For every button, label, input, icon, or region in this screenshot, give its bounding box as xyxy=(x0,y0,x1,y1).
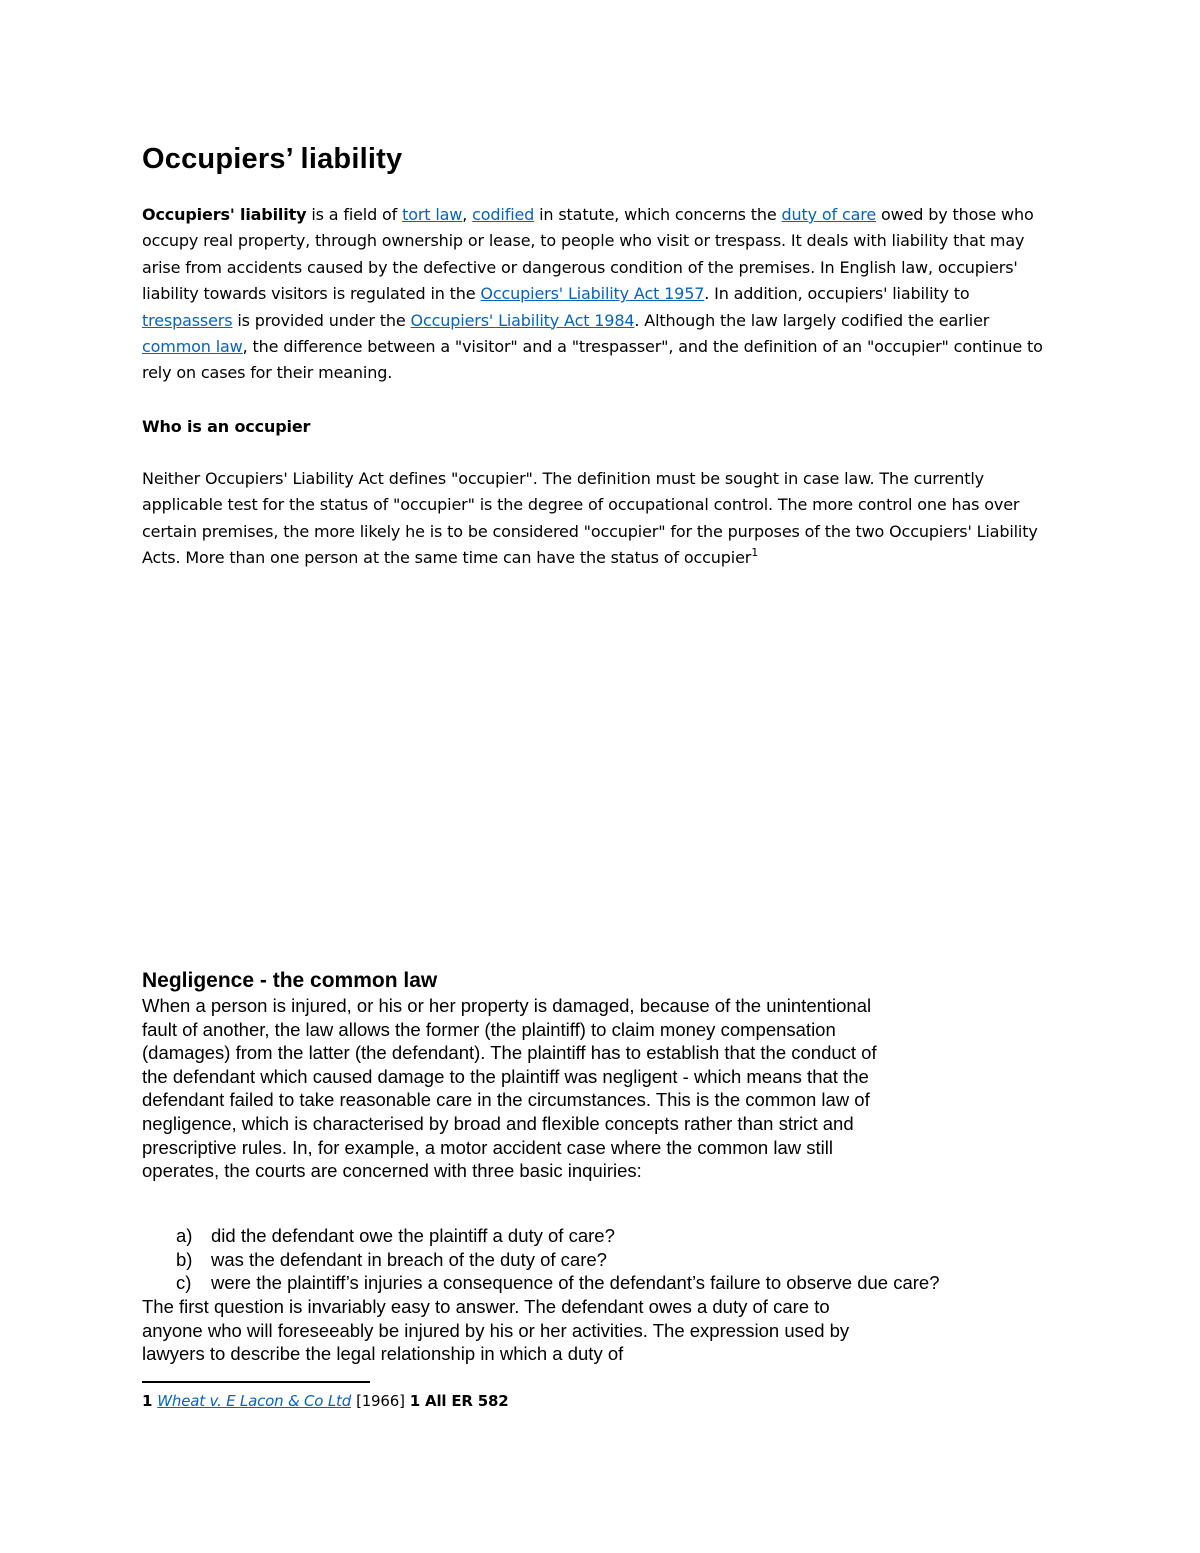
intro-text: . Although the law largely codified the earlier xyxy=(634,310,990,330)
footnote-citation: 1 All ER 582 xyxy=(409,1392,509,1410)
footnote xyxy=(142,1390,509,1412)
footnote-separator xyxy=(142,1381,370,1383)
list-item xyxy=(142,1271,1102,1295)
list-item-text: was the defendant in breach of the duty of care? xyxy=(211,1248,607,1270)
intro-text: in statute, which concerns the xyxy=(534,205,782,224)
list-item xyxy=(142,1224,1102,1248)
list-item-letter: b) xyxy=(176,1248,193,1270)
list-item-text: were the plaintiff’s injuries a consequence of the defendant’s failure to observe due care? xyxy=(211,1272,940,1294)
footnote-year: [1966] xyxy=(356,1392,405,1410)
occupier-text: Neither Occupiers' Liability Act defines "occupier". The definition must be sought in case law. The currently applicable test for the status of "occupier" is the degree of occupational control. The more control one has over certain premises, the more likely he is to be considered "occupier" for the purposes of the two Occupiers' Liability Acts. More than one person at the same time can have the status of occupier xyxy=(142,469,1038,568)
footnote-number: 1 xyxy=(142,1392,153,1410)
list-item-letter: a) xyxy=(176,1225,193,1246)
footnote-reference[interactable]: 1 xyxy=(751,546,759,560)
tort-law-link[interactable]: tort law xyxy=(402,205,463,224)
negligence-heading: Negligence - the common law xyxy=(142,969,438,992)
intro-text: is provided under the xyxy=(232,310,411,330)
intro-text: owed by those who occupy real property, through ownership or lease, to people who visit or trespass. It deals with liability that may arise from accidents caused by the defective or dangerous condition of the premises. In English law, occupiers' liability towards visitors is regulated in the xyxy=(142,205,1034,304)
list-item-text: did the defendant owe the plaintiff a duty of care? xyxy=(211,1225,615,1246)
common-law-link[interactable]: common law xyxy=(142,337,243,357)
list-item xyxy=(142,1248,1102,1272)
inquiries-list xyxy=(142,1224,1102,1295)
duty-paragraph: The first question is invariably easy to answer. The defendant owes a duty of care to anyone who will foreseeably be injured by his or her activities. The expression used by lawyers to describe the legal relationship in which a duty of xyxy=(142,1296,850,1365)
codified-link[interactable]: codified xyxy=(472,205,535,224)
case-link[interactable]: Wheat v. E Lacon & Co Ltd xyxy=(157,1392,352,1410)
occupier-paragraph xyxy=(142,466,1062,572)
page-title: Occupiers’ liability xyxy=(142,143,403,175)
occupiers-liability-act-1984-link[interactable]: Occupiers' Liability Act 1984 xyxy=(410,310,635,330)
occupiers-liability-act-1957-link[interactable]: Occupiers' Liability Act 1957 xyxy=(480,284,705,304)
intro-lead-bold: Occupiers' liability xyxy=(142,205,307,224)
negligence-paragraph: When a person is injured, or his or her property is damaged, because of the unintentional fault of another, the law allows the former (the plaintiff) to claim money compensation (damages) from the latter (the defendant). The plaintiff has to establish that the conduct of the defendant which caused damage to the plaintiff was negligent - which means that the defendant failed to take reasonable care in the circumstances. This is the common law of negligence, which is characterised by broad and flexible concepts rather than strict and prescriptive rules. In, for example, a motor accident case where the common law still operates, the courts are concerned with three basic inquiries: xyxy=(142,995,877,1182)
section-subheading: Who is an occupier xyxy=(142,417,311,436)
intro-text: is a field of xyxy=(306,205,403,224)
intro-text: , the difference between a "visitor" and a "trespasser", and the definition of an "occupier" continue to rely on cases for their meaning. xyxy=(142,337,1043,383)
list-item-letter: c) xyxy=(176,1272,192,1294)
duty-of-care-link[interactable]: duty of care xyxy=(781,205,877,224)
intro-text: , xyxy=(462,205,473,224)
intro-text: . In addition, occupiers' liability to xyxy=(704,284,970,304)
trespassers-link[interactable]: trespassers xyxy=(142,310,233,330)
intro-paragraph xyxy=(142,202,1062,387)
